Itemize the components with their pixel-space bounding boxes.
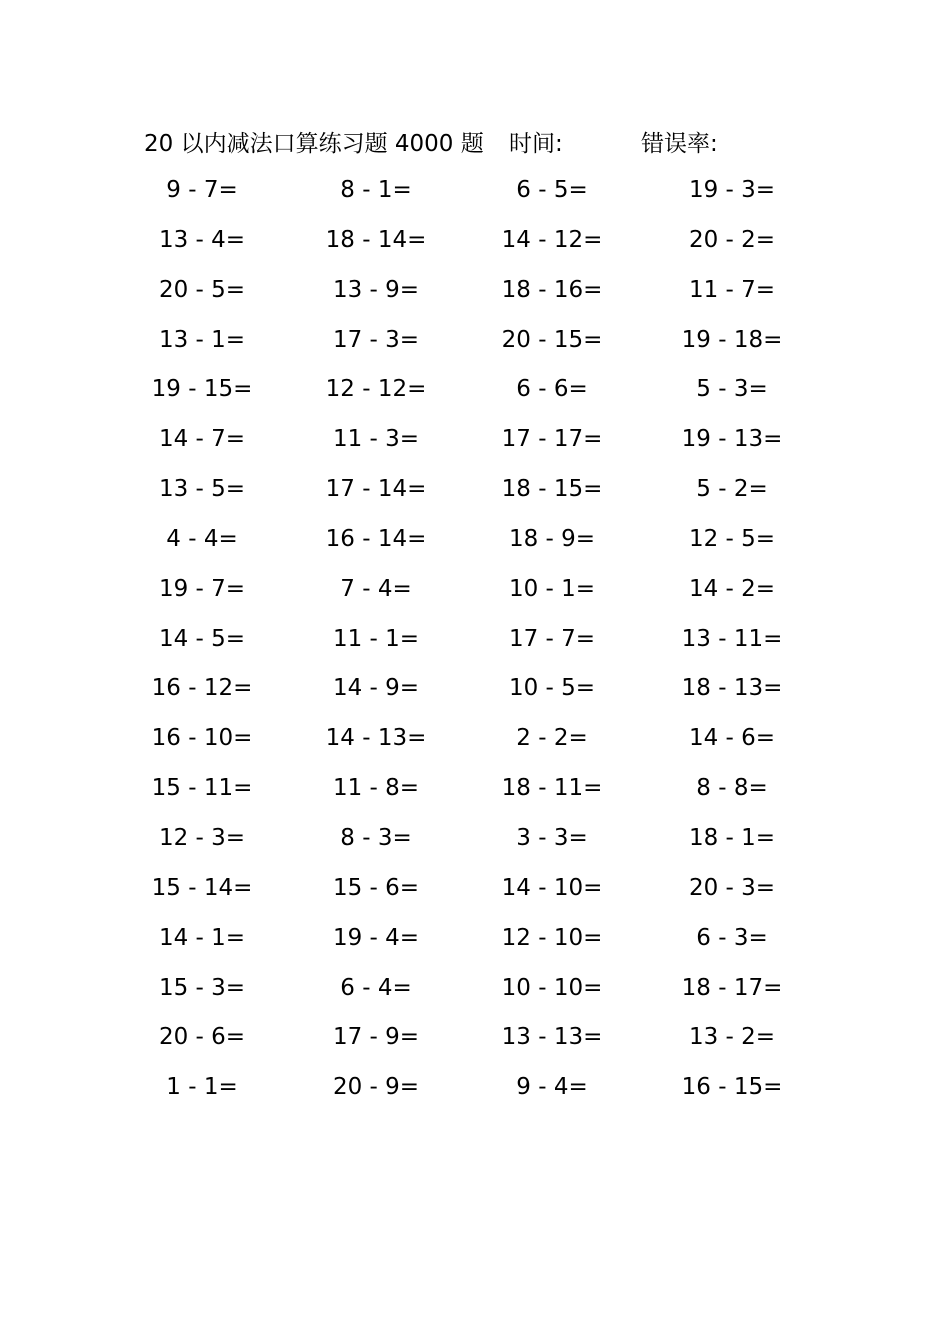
problem-grid <box>0 166 950 1113</box>
subtraction-problem: 13 - 1= <box>158 326 246 353</box>
subtraction-problem: 18 - 14= <box>325 226 427 253</box>
subtraction-problem: 17 - 17= <box>501 426 603 453</box>
subtraction-problem: 8 - 1= <box>340 177 412 203</box>
subtraction-problem: 14 - 6= <box>688 725 776 752</box>
subtraction-problem: 19 - 18= <box>681 326 783 353</box>
subtraction-problem: 3 - 3= <box>516 824 588 851</box>
subtraction-problem: 17 - 9= <box>332 1024 420 1051</box>
problem-row <box>0 1013 950 1063</box>
subtraction-problem: 18 - 13= <box>681 675 783 702</box>
subtraction-problem: 15 - 3= <box>158 974 246 1001</box>
problem-row <box>0 914 950 964</box>
subtraction-problem: 2 - 2= <box>516 725 588 752</box>
subtraction-problem: 12 - 12= <box>325 376 427 403</box>
subtraction-problem: 10 - 1= <box>508 575 596 602</box>
time-label: 时间: <box>509 131 563 157</box>
problem-row <box>0 166 950 216</box>
subtraction-problem: 11 - 3= <box>332 426 420 453</box>
subtraction-problem: 16 - 14= <box>325 525 427 552</box>
subtraction-problem: 9 - 7= <box>166 177 238 203</box>
subtraction-problem: 1 - 1= <box>166 1074 238 1101</box>
subtraction-problem: 11 - 8= <box>332 775 420 802</box>
subtraction-problem: 10 - 10= <box>501 974 603 1001</box>
worksheet-header <box>144 124 844 164</box>
subtraction-problem: 19 - 3= <box>688 177 776 203</box>
problem-row <box>0 864 950 914</box>
subtraction-problem: 5 - 3= <box>696 376 768 403</box>
subtraction-problem: 6 - 4= <box>340 974 412 1001</box>
subtraction-problem: 8 - 3= <box>340 824 412 851</box>
subtraction-problem: 19 - 7= <box>158 575 246 602</box>
problem-row <box>0 664 950 714</box>
subtraction-problem: 14 - 12= <box>501 226 603 253</box>
subtraction-problem: 15 - 14= <box>151 874 253 901</box>
worksheet-title: 20 以内减法口算练习题 4000 题 <box>144 131 484 157</box>
problem-row <box>0 964 950 1014</box>
problem-row <box>0 1063 950 1113</box>
problem-row <box>0 515 950 565</box>
subtraction-problem: 14 - 5= <box>158 625 246 652</box>
problem-row <box>0 764 950 814</box>
subtraction-problem: 10 - 5= <box>508 675 596 702</box>
subtraction-problem: 8 - 8= <box>696 775 768 802</box>
subtraction-problem: 16 - 10= <box>151 725 253 752</box>
subtraction-problem: 18 - 16= <box>501 276 603 303</box>
subtraction-problem: 6 - 6= <box>516 376 588 403</box>
subtraction-problem: 17 - 14= <box>325 476 427 503</box>
subtraction-problem: 14 - 1= <box>158 924 246 951</box>
subtraction-problem: 13 - 5= <box>158 476 246 503</box>
problem-row <box>0 316 950 366</box>
subtraction-problem: 17 - 7= <box>508 625 596 652</box>
subtraction-problem: 14 - 13= <box>325 725 427 752</box>
subtraction-problem: 13 - 9= <box>332 276 420 303</box>
subtraction-problem: 13 - 13= <box>501 1024 603 1051</box>
subtraction-problem: 16 - 15= <box>681 1074 783 1101</box>
subtraction-problem: 19 - 4= <box>332 924 420 951</box>
subtraction-problem: 18 - 17= <box>681 974 783 1001</box>
problem-row <box>0 714 950 764</box>
subtraction-problem: 6 - 5= <box>516 177 588 203</box>
problem-row <box>0 365 950 415</box>
subtraction-problem: 14 - 7= <box>158 426 246 453</box>
subtraction-problem: 11 - 7= <box>688 276 776 303</box>
subtraction-problem: 12 - 3= <box>158 824 246 851</box>
subtraction-problem: 20 - 2= <box>688 226 776 253</box>
subtraction-problem: 12 - 5= <box>688 525 776 552</box>
subtraction-problem: 18 - 1= <box>688 824 776 851</box>
subtraction-problem: 5 - 2= <box>696 476 768 503</box>
subtraction-problem: 13 - 11= <box>681 625 783 652</box>
subtraction-problem: 19 - 15= <box>151 376 253 403</box>
problem-row <box>0 415 950 465</box>
subtraction-problem: 13 - 2= <box>688 1024 776 1051</box>
subtraction-problem: 14 - 2= <box>688 575 776 602</box>
subtraction-problem: 18 - 15= <box>501 476 603 503</box>
subtraction-problem: 7 - 4= <box>340 575 412 602</box>
subtraction-problem: 20 - 15= <box>501 326 603 353</box>
subtraction-problem: 12 - 10= <box>501 924 603 951</box>
subtraction-problem: 18 - 11= <box>501 775 603 802</box>
subtraction-problem: 20 - 3= <box>688 874 776 901</box>
subtraction-problem: 20 - 9= <box>332 1074 420 1101</box>
subtraction-problem: 16 - 12= <box>151 675 253 702</box>
subtraction-problem: 18 - 9= <box>508 525 596 552</box>
problem-row <box>0 465 950 515</box>
subtraction-problem: 20 - 6= <box>158 1024 246 1051</box>
subtraction-problem: 15 - 6= <box>332 874 420 901</box>
subtraction-problem: 15 - 11= <box>151 775 253 802</box>
subtraction-problem: 13 - 4= <box>158 226 246 253</box>
subtraction-problem: 19 - 13= <box>681 426 783 453</box>
error-rate-label: 错误率: <box>641 131 718 157</box>
subtraction-problem: 20 - 5= <box>158 276 246 303</box>
problem-row <box>0 266 950 316</box>
subtraction-problem: 6 - 3= <box>696 924 768 951</box>
subtraction-problem: 11 - 1= <box>332 625 420 652</box>
problem-row <box>0 814 950 864</box>
subtraction-problem: 14 - 10= <box>501 874 603 901</box>
subtraction-problem: 4 - 4= <box>166 525 238 552</box>
subtraction-problem: 14 - 9= <box>332 675 420 702</box>
problem-row <box>0 565 950 615</box>
problem-row <box>0 615 950 665</box>
problem-row <box>0 216 950 266</box>
subtraction-problem: 9 - 4= <box>516 1074 588 1101</box>
subtraction-problem: 17 - 3= <box>332 326 420 353</box>
